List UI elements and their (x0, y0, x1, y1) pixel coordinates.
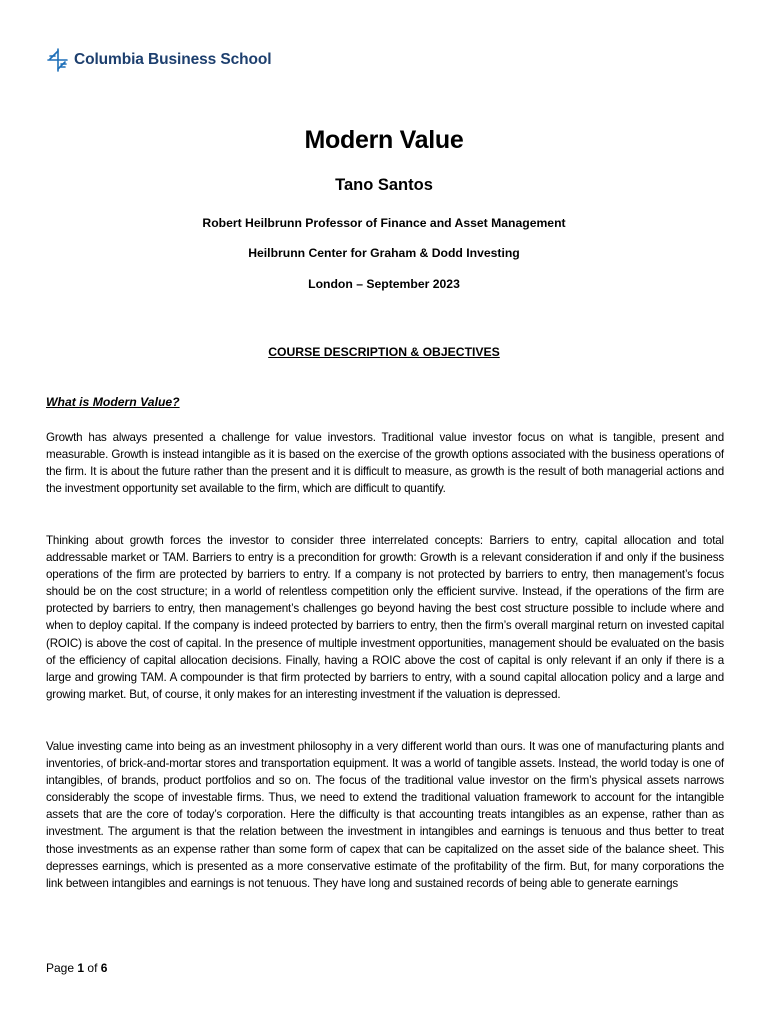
section-heading: COURSE DESCRIPTION & OBJECTIVES (268, 345, 500, 359)
institution-logo (46, 47, 271, 73)
logo-text: Columbia Business School (74, 51, 272, 68)
author-name: Tano Santos (335, 176, 433, 194)
document-title: Modern Value (304, 126, 464, 154)
page-word: Page (46, 961, 75, 975)
page-number: 1 (77, 961, 85, 975)
columbia-crown-icon (46, 47, 68, 73)
location-date: London – September 2023 (308, 277, 460, 291)
page-total: 6 (100, 961, 108, 975)
paragraph-growth: Growth has always presented a challenge for value investors. Traditional value investor focus on what is tangible, present and measurable. Growth is instead intangible as it is based on the exercise of the growth options associated with the business operations of the firm. It is about the future rather than the present and it is difficult to measure, as growth is the result of both managerial actions and the investment opportunity set available to the firm, which are difficult to quantify. (46, 431, 724, 496)
paragraph-value-investing: Value investing came into being as an investment philosophy in a very different world than ours. It was one of manufacturing plants and inventories, of brick-and-mortar stores and transportation equipment. It was a world of tangible assets. Instead, the world today is one of intangibles, of brands, product portfolios and so on. The focus of the traditional value investor on the firm’s physical assets narrows considerably the scope of investable firms. Thus, we need to extend the traditional valuation framework to account for the intangible assets that are the core of today’s corporation. Here the difficulty is that accounting treats intangibles as an expense, rather than as investment. The argument is that the relation between the investment in intangibles and earnings is tenuous and thus better to treat those investments as an expense rather than some form of capex that can be capitalized on the asset side of the balance sheet. This depresses earnings, which is presented as a more conservative estimate of the profitability of the firm. But, for many corporations the link between intangibles and earnings is not tenuous. They have long and sustained records of being able to generate earnings (46, 740, 724, 890)
subsection-heading: What is Modern Value? (46, 395, 180, 409)
of-word: of (87, 961, 98, 975)
affiliation-center: Heilbrunn Center for Graham & Dodd Investing (248, 246, 520, 260)
paragraph-barriers: Thinking about growth forces the investor to consider three interrelated concepts: Barriers to entry, capital allocation and total addressable market or TAM. Barriers to entry is a precondition for growth: Growth is a relevant consideration if and only if the business operations of the firm are protected by barriers to entry. If a company is not protected by barriers to entry, then management’s focus should be on the cost structure; in a world of relentless competition only the efficient survive. Instead, if the operations of the firm are protected by barriers to entry, then management’s challenges go beyond having the best cost structure possible to include where and when to deploy capital. If the company is indeed protected by barriers to entry, then the firm’s overall marginal return on invested capital (ROIC) is above the cost of capital. In the presence of multiple investment opportunities, management should be evaluated on the basis of the efficiency of capital allocation decisions. Finally, having a ROIC above the cost of capital is only relevant if an only if there is a large and growing TAM. A compounder is that firm protected by barriers to entry, with a sound capital allocation policy and a large and growing market. But, of course, it only makes for an interesting investment if the valuation is depressed. (46, 534, 724, 701)
affiliation-title: Robert Heilbrunn Professor of Finance and Asset Management (202, 216, 566, 230)
page-footer (46, 961, 107, 975)
